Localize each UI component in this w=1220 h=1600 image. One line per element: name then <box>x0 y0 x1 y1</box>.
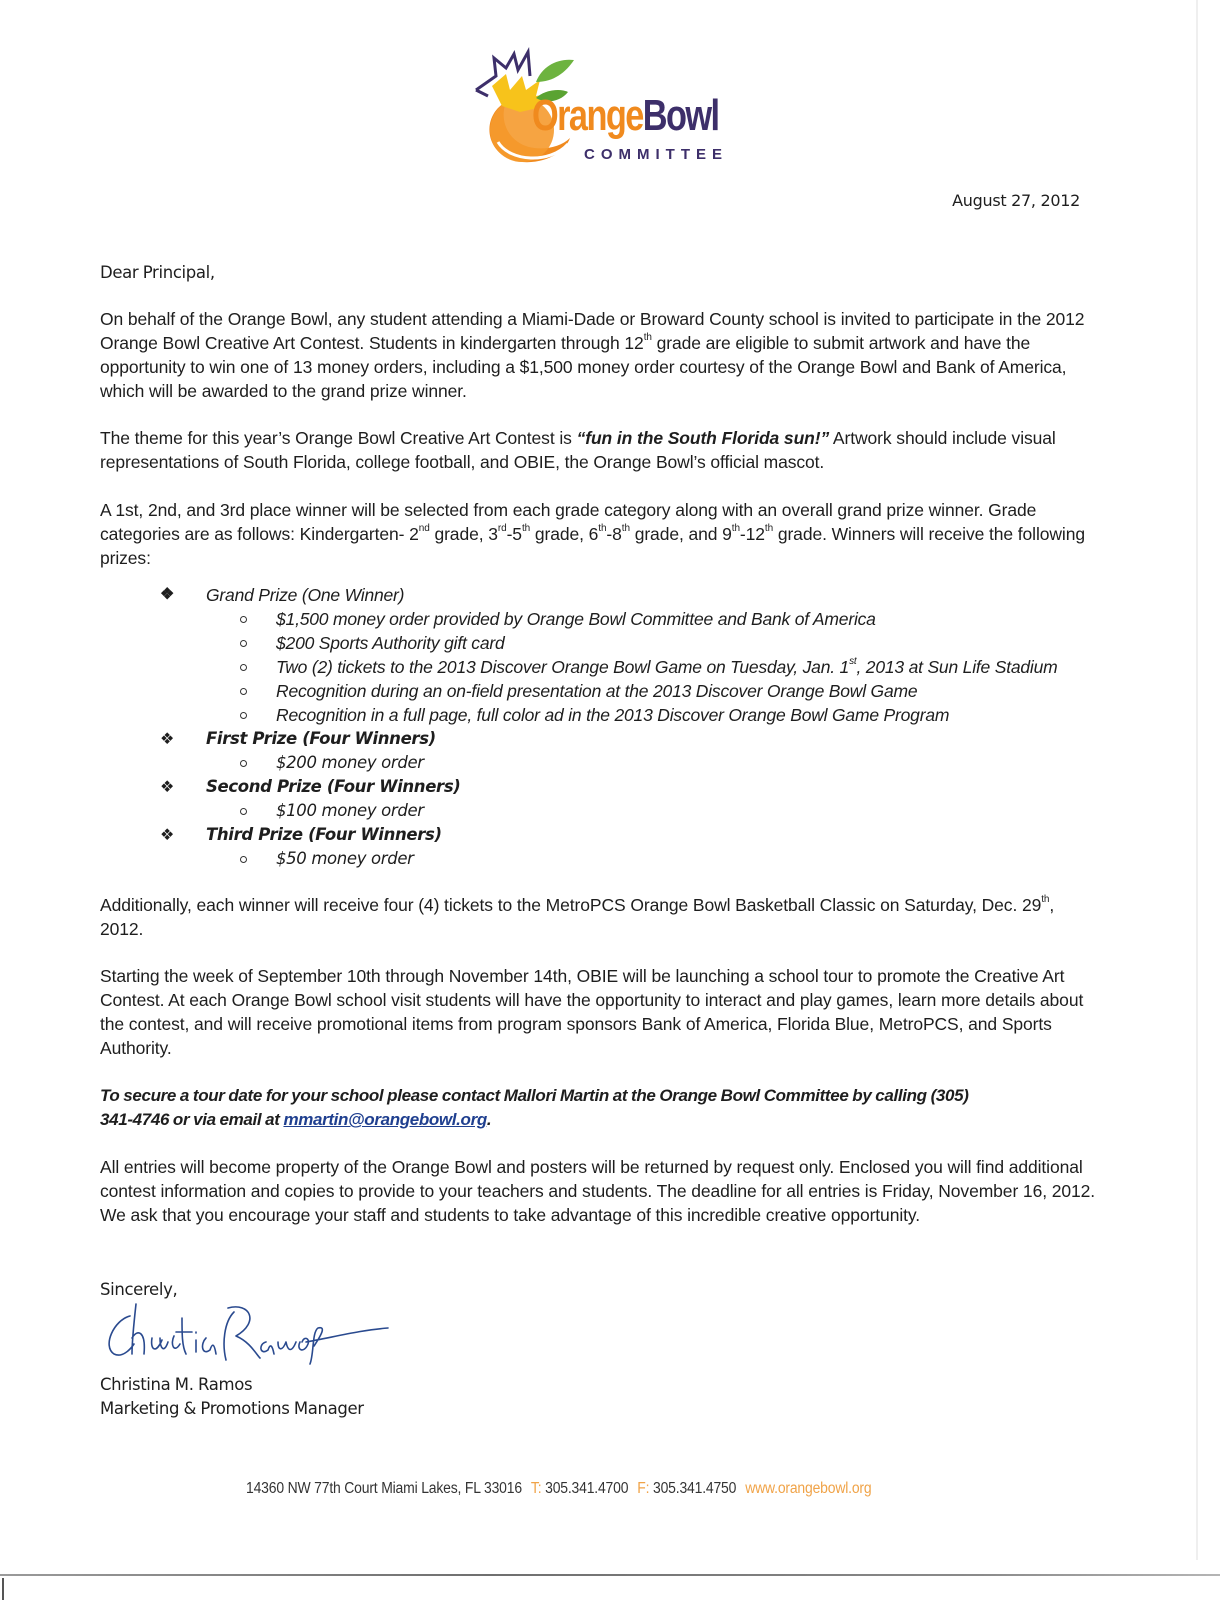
signer-title: Marketing & Promotions Manager <box>100 1399 364 1418</box>
closing-paragraph: All entries will become property of the Orange Bowl and posters will be returned by request only. Enclosed you will find additional contest information and copies to provide to your teachers and students. The deadline for all entries is Friday, November 16, 2012. We ask that you encourage your staff and students to take advantage of this incredible creative opportunity. <box>100 1157 1096 1225</box>
grand-prize-group <box>160 583 1120 727</box>
grand-prize-heading <box>160 583 1120 607</box>
additional-text-2: , 2012. <box>100 895 1055 939</box>
logo-word-orange: Orange <box>532 91 643 140</box>
grand-prize-title: Grand Prize (One Winner) <box>206 585 405 605</box>
circle-bullet-icon <box>240 688 247 695</box>
diamond-bullet-icon: ❖ <box>160 777 174 796</box>
theme-quote: “fun in the South Florida sun!” <box>576 428 830 448</box>
email-link[interactable]: mmartin@orangebowl.org <box>283 1110 487 1129</box>
handwritten-signature <box>100 1298 400 1368</box>
circle-bullet-icon <box>240 664 247 671</box>
page-edge-tick <box>2 1578 4 1600</box>
logo-subtitle: COMMITTEE <box>584 146 728 163</box>
prize-item-text: $100 money order <box>276 801 424 820</box>
signer-name: Christina M. Ramos <box>100 1375 253 1394</box>
categories-text: -5 <box>506 524 522 544</box>
prize-item-text: $1,500 money order provided by Orange Bowl Committee and Bank of America <box>276 609 876 629</box>
footer-website[interactable]: www.orangebowl.org <box>745 1480 872 1497</box>
second-prize-title: Second Prize (Four Winners) <box>206 777 461 796</box>
prize-item-text: Two (2) tickets to the 2013 Discover Orange Bowl Game on Tuesday, Jan. 1 <box>276 657 850 677</box>
fax-label: F: <box>637 1480 650 1497</box>
salutation: Dear Principal, <box>100 263 215 282</box>
prize-list <box>160 583 1120 871</box>
circle-bullet-icon <box>240 640 247 647</box>
categories-text: -12 <box>739 524 765 544</box>
prize-item-text: Recognition in a full page, full color ad in the 2013 Discover Orange Bowl Game Program <box>276 705 950 725</box>
intro-paragraph <box>100 307 1100 403</box>
prize-item-text: $200 Sports Authority gift card <box>276 633 505 653</box>
prize-item <box>160 703 1120 727</box>
sup: th <box>598 523 607 535</box>
page-edge <box>1196 0 1198 1560</box>
diamond-bullet-icon: ❖ <box>160 586 175 603</box>
sup: th <box>764 523 774 535</box>
callout-text: To secure a tour date for your school please contact Mallori Martin at the Orange Bowl Committee by calling (305) 341-4746 or via email at <box>100 1086 969 1129</box>
third-prize-title: Third Prize (Four Winners) <box>206 825 442 844</box>
prize-item-text: $50 money order <box>276 849 414 868</box>
prize-item <box>160 751 1120 775</box>
first-prize-heading <box>160 727 1120 751</box>
prize-item-text: $200 money order <box>276 753 424 772</box>
sup: th <box>731 523 740 535</box>
page-edge-bottom <box>0 1574 1220 1576</box>
footer-fax: 305.341.4750 <box>653 1480 737 1497</box>
sup: rd <box>497 523 507 535</box>
categories-text: grade. Winners will receive the following prizes: <box>100 524 1085 568</box>
second-prize-group <box>160 775 1120 823</box>
first-prize-title: First Prize (Four Winners) <box>206 729 436 748</box>
intro-text-1: On behalf of the Orange Bowl, any student attending a Miami-Dade or Broward County school is invited to participate in the 2012 Orange Bowl Creative Art Contest. Students in kindergarten through 12 <box>100 309 1085 353</box>
phone-label: T: <box>530 1480 542 1497</box>
additional-paragraph <box>100 893 1100 941</box>
prize-item <box>160 847 1120 871</box>
circle-bullet-icon <box>240 712 247 719</box>
circle-bullet-icon <box>240 760 247 767</box>
letter-date: August 27, 2012 <box>952 191 1080 210</box>
sup: th <box>521 523 531 535</box>
prize-item <box>160 655 1120 679</box>
prize-item <box>160 631 1120 655</box>
theme-text-1: The theme for this year’s Orange Bowl Creative Art Contest is <box>100 428 577 448</box>
categories-paragraph <box>100 498 1100 570</box>
categories-text: -8 <box>606 524 622 544</box>
footer-phone: 305.341.4700 <box>545 1480 629 1497</box>
theme-text-2: Artwork should include visual representations of South Florida, college football, and OBIE, the Orange Bowl’s official mascot. <box>100 428 1056 472</box>
first-prize-group <box>160 727 1120 775</box>
tour-paragraph: Starting the week of September 10th through November 14th, OBIE will be launching a school tour to promote the Creative Art Contest. At each Orange Bowl school visit students will have the opportunity to interact and play games, learn more details about the contest, and will receive promotional items from program sponsors Bank of America, Florida Blue, MetroPCS, and Sports Authority. <box>100 966 1084 1058</box>
prize-item <box>160 679 1120 703</box>
signature-icon <box>100 1298 400 1368</box>
intro-sup: th <box>643 332 652 344</box>
additional-text-1: Additionally, each winner will receive four (4) tickets to the MetroPCS Orange Bowl Basketball Classic on Saturday, Dec. 29 <box>100 895 1042 915</box>
callout-text: . <box>486 1110 492 1129</box>
third-prize-heading <box>160 823 1120 847</box>
footer-address: 14360 NW 77th Court Miami Lakes, FL 33016 <box>246 1480 522 1497</box>
intro-text-2: grade are eligible to submit artwork and have the opportunity to win one of 13 money orders, including a $1,500 money order courtesy of the Orange Bowl and Bank of America, which will be awarded to the grand prize winner. <box>100 333 1067 401</box>
categories-text: grade, 3 <box>429 524 498 544</box>
prize-item-text: Recognition during an on-field presentation at the 2013 Discover Orange Bowl Game <box>276 681 918 701</box>
sup: th <box>1041 894 1050 906</box>
orange-bowl-logo <box>470 46 728 170</box>
third-prize-group <box>160 823 1120 871</box>
categories-text: A 1st, 2nd, and 3rd place winner will be selected from each grade category along with an overall grand prize winner. Grade categories are as follows: Kindergarten- 2 <box>100 500 1037 544</box>
letterhead-footer <box>246 1480 871 1498</box>
diamond-bullet-icon: ❖ <box>160 729 174 748</box>
diamond-bullet-icon: ❖ <box>160 825 174 844</box>
contact-callout <box>100 1084 1000 1132</box>
categories-text: grade, 6 <box>530 524 599 544</box>
circle-bullet-icon <box>240 616 247 623</box>
circle-bullet-icon <box>240 808 247 815</box>
sup: st <box>849 656 857 668</box>
circle-bullet-icon <box>240 856 247 863</box>
logo-word-bowl: Bowl <box>642 91 719 140</box>
prize-item <box>160 607 1120 631</box>
prize-item-text: , 2013 at Sun Life Stadium <box>856 657 1058 677</box>
prize-item <box>160 799 1120 823</box>
sup: th <box>621 523 630 535</box>
second-prize-heading <box>160 775 1120 799</box>
sup: nd <box>418 523 430 535</box>
valediction: Sincerely, <box>100 1280 178 1299</box>
theme-paragraph <box>100 426 1100 474</box>
categories-text: grade, and 9 <box>629 524 732 544</box>
logo-wordmark <box>532 91 719 140</box>
